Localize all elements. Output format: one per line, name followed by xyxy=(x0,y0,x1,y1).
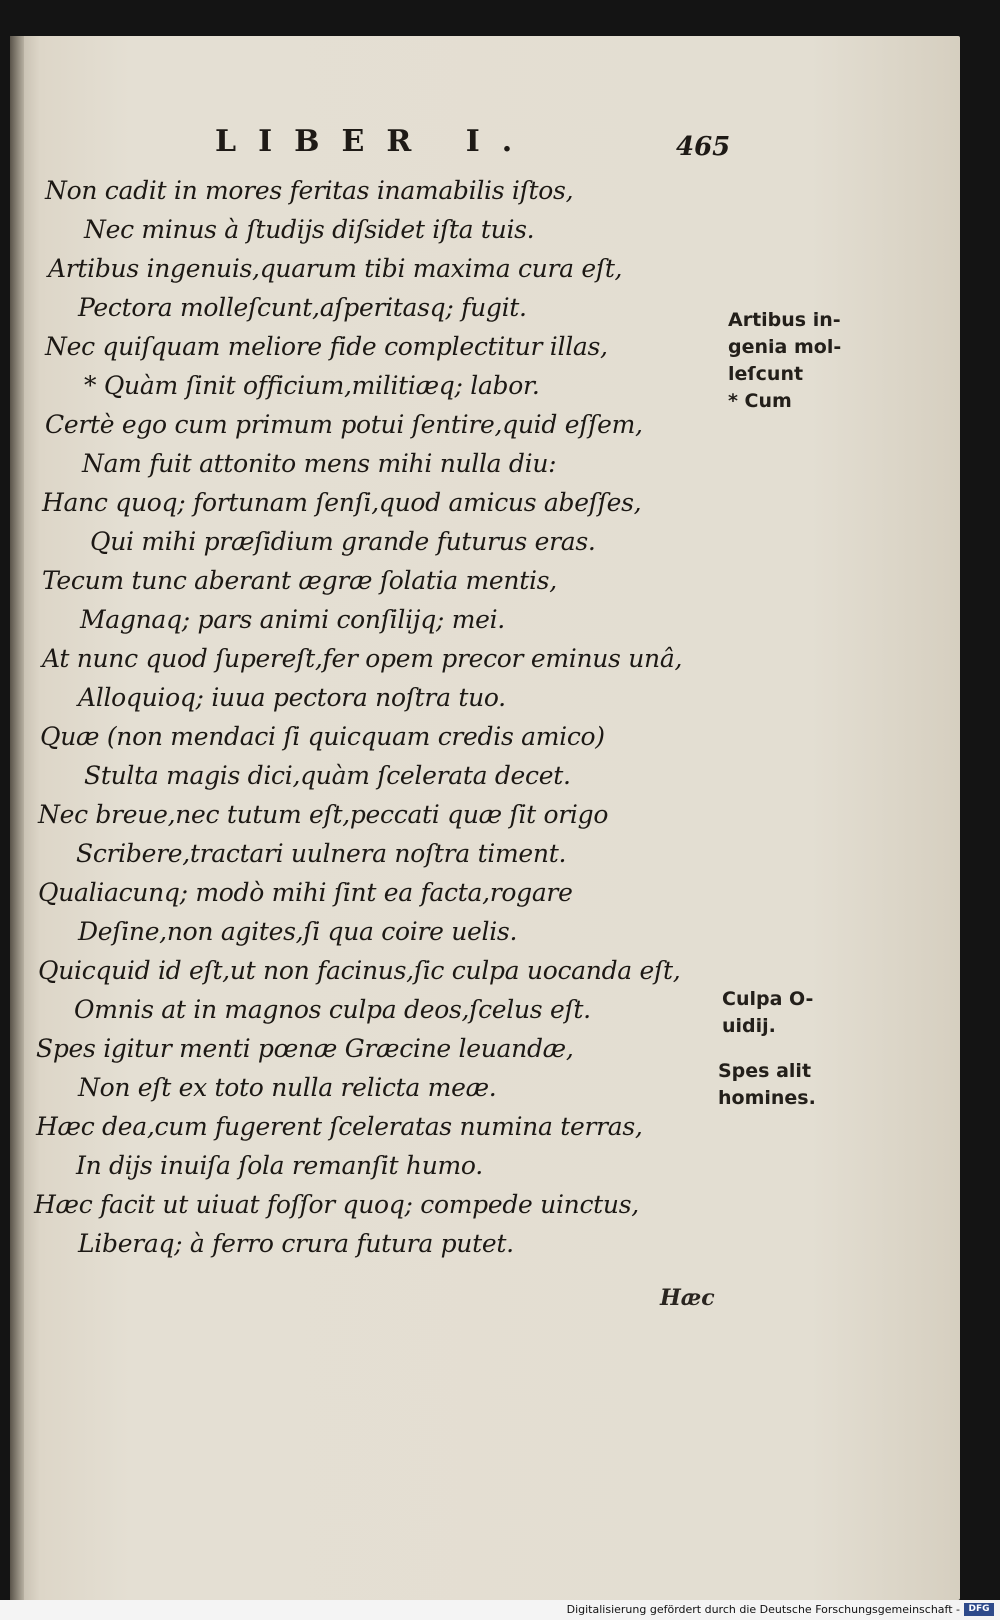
verse-line: Scribere,tractari uulnera noſtra timent. xyxy=(76,839,567,868)
verse-line: Qualiacunq; modò mihi ſint ea facta,rogare xyxy=(38,878,573,907)
verse-line: Nec breue,nec tutum eſt,peccati quæ ſit origo xyxy=(38,800,609,829)
side-note-line: uidij. xyxy=(722,1015,776,1037)
verse-line: Hæc facit ut uiuat foſſor quoq; compede uinctus, xyxy=(34,1190,639,1219)
side-note-line: Artibus in- xyxy=(728,309,841,331)
side-note-line: * Cum xyxy=(728,390,792,412)
verse-line: Certè ego cum primum potui ſentire,quid eſſem, xyxy=(45,410,643,439)
side-note-artibus xyxy=(728,307,841,415)
verse-line: Hæc dea,cum fugerent ſceleratas numina terras, xyxy=(36,1112,643,1141)
side-note-line: Spes alit xyxy=(718,1060,812,1082)
verse-line: Deſine,non agites,ſi qua coire uelis. xyxy=(78,917,518,946)
catchword: Hæc xyxy=(660,1285,715,1311)
page-number: 465 xyxy=(676,132,731,162)
verse-line: Omnis at in magnos culpa deos,ſcelus eſt. xyxy=(74,995,591,1024)
side-note-line: leſcunt xyxy=(728,363,804,385)
side-note-line: Culpa O- xyxy=(722,988,814,1010)
running-head: LIBER I. xyxy=(215,124,535,159)
verse-line: Nec minus à ſtudijs diſsidet iſta tuis. xyxy=(84,215,535,244)
verse-line: Pectora molleſcunt,aſperitasq; fugit. xyxy=(78,293,527,322)
digitization-credit: Digitalisierung gefördert durch die Deutsche Forschungsgemeinschaft - xyxy=(566,1603,960,1616)
verse-line: Magnaq; pars animi conſilijq; mei. xyxy=(80,605,505,634)
verse-line: Stulta magis dici,quàm ſcelerata decet. xyxy=(84,761,571,790)
verse-line: Tecum tunc aberant ægræ ſolatia mentis, xyxy=(42,566,557,595)
verse-line: Non eſt ex toto nulla relicta meæ. xyxy=(78,1073,497,1102)
verse-line: Non cadit in mores feritas inamabilis iſtos, xyxy=(45,176,574,205)
verse-line: At nunc quod ſupereſt,fer opem precor eminus unâ, xyxy=(42,644,683,673)
page-gutter xyxy=(10,36,24,1600)
dfg-logo: DFG xyxy=(964,1603,994,1616)
verse-line: Hanc quoq; fortunam ſenſi,quod amicus abeſſes, xyxy=(42,488,642,517)
side-note-culpa xyxy=(722,986,813,1040)
side-note-spes xyxy=(718,1058,816,1112)
verse-line: Nam fuit attonito mens mihi nulla diu: xyxy=(82,449,557,478)
verse-line: In dijs inuiſa ſola remanſit humo. xyxy=(76,1151,483,1180)
verse-line: Liberaq; à ferro crura futura putet. xyxy=(78,1229,514,1258)
side-note-line: homines. xyxy=(718,1087,816,1109)
verse-line: Spes igitur menti pœnæ Græcine leuandæ, xyxy=(36,1034,574,1063)
side-note-line: genia mol- xyxy=(728,336,842,358)
verse-line: Quicquid id eſt,ut non facinus,ſic culpa uocanda eſt, xyxy=(38,956,681,985)
verse-line: Quæ (non mendaci ſi quicquam credis amico) xyxy=(40,722,605,751)
verse-line: * Quàm ſinit officium,militiæq; labor. xyxy=(84,371,540,400)
verse-line: Artibus ingenuis,quarum tibi maxima cura eſt, xyxy=(48,254,623,283)
verse-line: Qui mihi præſidium grande futurus eras. xyxy=(90,527,596,556)
verse-line: Nec quiſquam meliore fide complectitur illas, xyxy=(45,332,608,361)
verse-line: Alloquioq; iuua pectora noſtra tuo. xyxy=(78,683,506,712)
